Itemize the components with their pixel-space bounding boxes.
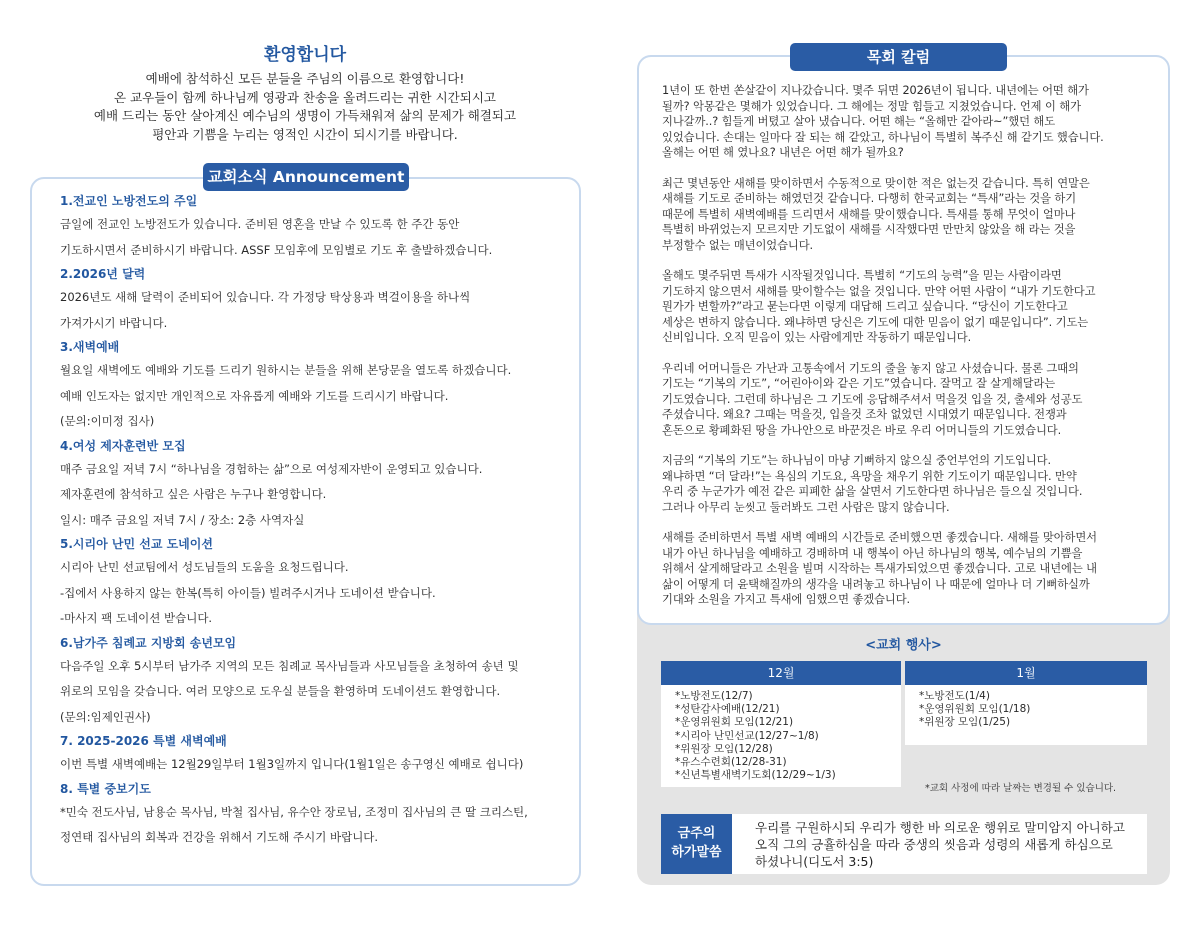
event-item: *성탄감사예배(12/21) <box>675 703 780 716</box>
announcement-title: 2.2026년 달력 <box>60 267 146 281</box>
announcement-title: 7. 2025-2026 특별 새벽예배 <box>60 734 227 748</box>
event-item: *위원장 모임(12/28) <box>675 742 773 755</box>
announcement-line: 2026년도 새해 달력이 준비되어 있습니다. 각 가정당 탁상용과 벽걸이용을 하나씩 <box>60 290 471 304</box>
announcement-line: 이번 특별 새벽예배는 12월29일부터 1월3일까지 입니다(1월1일은 송구영신 예배로 쉽니다) <box>60 757 524 771</box>
events-notice: *교회 사정에 따라 날짜는 변경될 수 있습니다. <box>925 783 1117 794</box>
announcement-line: 정연태 집사님의 회복과 건강을 위해서 기도해 주시기 바랍니다. <box>60 830 379 844</box>
announcement-line: -집에서 사용하지 않는 한복(특히 아이들) 빌려주시거나 도네이션 받습니다. <box>60 585 436 600</box>
announcement-line: 다음주일 오후 5시부터 남가주 지역의 모든 침례교 목사님들과 사모님들을 초청하여 송년 및 <box>60 658 519 673</box>
january-events <box>905 661 1147 745</box>
announcement-header: 교회소식 Announcement <box>203 163 409 191</box>
announcement-line: 기도하시면서 준비하시기 바랍니다. ASSF 모임후에 모임별로 기도 후 출발하겠습니다. <box>60 242 493 257</box>
welcome-line: 예배 드리는 동안 살아계신 예수님의 생명이 가득채워져 삶의 문제가 해결되고 <box>93 108 517 123</box>
event-item: *운영위원회 모임(12/21) <box>675 716 794 729</box>
column-paragraph: 새해를 준비하면서 특별 새벽 예배의 시간들로 준비했으면 좋겠습니다. 새해를 맞아하면서 내가 아닌 하나님을 예배하고 경배하며 내 행복이 아닌 하나님의 행복, 예수님의 기쁨을 위해서 살게해달라고 소원을 빌며 시작하는 특새가되었으면 좋겠습니다. 고로 내년에는 내 삶이 어떻게 더 윤택해질까의 생각을 내려놓고 하나님이 나 때문에 얼마나 더 기뻐하실까 기대와 소원을 가지고 특새에 임했으면 좋겠습니다. <box>662 531 1097 606</box>
welcome-line: 평안과 기쁨을 누리는 영적인 시간이 되시기를 바랍니다. <box>152 126 458 142</box>
event-item: *신년특별새벽기도회(12/29~1/3) <box>675 769 836 782</box>
welcome-line: 예배에 참석하신 모든 분들을 주님의 이름으로 환영합니다! <box>145 71 465 86</box>
column-header: 목회 칼럼 <box>790 43 1007 71</box>
column-text <box>662 83 1154 623</box>
announcement-line: 제자훈련에 참석하고 싶은 사람은 누구나 환영합니다. <box>60 487 327 501</box>
december-events <box>661 661 901 787</box>
column-paragraph: 1년이 또 한번 쏜살같이 지나갔습니다. 몇주 뒤면 2026년이 됩니다. 내년에는 어떤 해가 될까? 악몽같은 몇해가 있었습니다. 그 해에는 정말 힘들고 지쳤었습니다. 언제 이 해가 지나갈까..? 힘들게 버텼고 살아 냈습니다. 어떤 해는 “올해만 같아라~”했던 해도 있었습니다. 손대는 일마다 잘 되는 해 같았고, 하나님이 특별히 복주신 해 같기도 했습니다. 올해는 어떤 해 였나요? 내년은 어떤 해가 될까요? <box>662 84 1104 159</box>
announcement-title: 3.새벽예배 <box>60 340 120 354</box>
december-list <box>661 685 901 782</box>
announcement-title: 1.전교인 노방전도의 주일 <box>60 194 198 208</box>
column-paragraph: 최근 몇년동안 새해를 맞이하면서 수동적으로 맞이한 적은 없는것 같습니다. 특히 연말은 새해를 기도로 준비하는 해였던것 같습니다. 다행히 한국교회는 “특새”라는 것을 하기 때문에 특별히 새벽예배를 드리면서 새해를 맞이했습니다. 특새를 통해 무엇이 얼마나 특별히 바뀌었는지 모르지만 기도없이 새해를 시작했다면 만만치 않았을 해 라는 것을 부정할수 없는 매년이었습니다. <box>662 176 1090 252</box>
announcement-line: 금일에 전교인 노방전도가 있습니다. 준비된 영혼을 만날 수 있도록 한 주간 동안 <box>60 217 460 231</box>
verse-text: 우리를 구원하시되 우리가 행한 바 의로운 행위로 말미암지 아니하고 오직 그의 긍휼하심을 따라 중생의 씻음과 성령의 새롭게 하심으로 하셨나니(디도서 3:5) <box>755 820 1125 869</box>
event-item: *노방전도(1/4) <box>919 690 990 702</box>
announcement-line: 위로의 모임을 갖습니다. 여러 모양으로 도우실 분들을 환영하며 도네이션도 환영합니다. <box>60 684 501 698</box>
january-label: 1월 <box>905 661 1147 685</box>
announcement-line: 월요일 새벽에도 예배와 기도를 드리기 원하시는 분들을 위해 본당문을 열도록 하겠습니다. <box>60 363 512 377</box>
event-item: *노방전도(12/7) <box>675 690 753 702</box>
welcome-title: 환영합니다 <box>263 45 347 65</box>
announcement-title: 5.시리아 난민 선교 도네이션 <box>60 537 213 551</box>
column-paragraph: 올해도 몇주뒤면 특새가 시작될것입니다. 특별히 “기도의 능력”을 믿는 사람이라면 기도하지 않으면서 새해를 맞이할수는 없을 것입니다. 만약 어떤 사람이 “내가 기도한다고 뭔가가 변할까?”라고 묻는다면 이렇게 대답해 드리고 싶습니다. “당신이 기도한다고 세상은 변하지 않습니다. 왜냐하면 당신은 기도에 대한 믿음이 없기 때문입니다”. 기도는 신비입니다. 오직 믿음이 있는 사람에게만 작동하기 때문입니다. <box>662 269 1096 344</box>
events-title: <교회 행사> <box>865 638 942 653</box>
announcement-line: (문의:이미정 집사) <box>60 414 155 428</box>
announcement-line: 예배 인도자는 없지만 개인적으로 자유롭게 예배와 기도를 드리시기 바랍니다. <box>60 388 449 403</box>
announcement-line: -마사지 팩 도네이션 받습니다. <box>60 611 213 625</box>
announcement-line: 시리아 난민 선교팀에서 성도님들의 도움을 요청드립니다. <box>60 560 349 574</box>
verse-label: 금주의 하가말씀 <box>661 814 732 874</box>
column-paragraph: 지금의 “기복의 기도”는 하나님이 마냥 기뻐하지 않으실 중언부언의 기도입니다. 왜냐하면 “더 달라!”는 욕심의 기도요, 욕망을 채우기 위한 기도이기 때문입니다. 만약 우리 중 누군가가 예전 같은 피폐한 삶을 살면서 기도한다면 하나님은 들으실 것입니다. 그러나 아무리 눈씻고 둘러봐도 그런 사람은 많지 않습니다. <box>662 454 1083 514</box>
welcome-line: 온 교우들이 함께 하나님께 영광과 찬송을 올려드리는 귀한 시간되시고 <box>114 89 496 105</box>
welcome-section <box>30 40 580 144</box>
announcement-line: *민숙 전도사님, 남용순 목사님, 박철 집사님, 유수안 장로님, 조정미 집사님의 큰 딸 크리스틴, <box>60 804 528 819</box>
column-paragraph: 우리네 어머니들은 가난과 고통속에서 기도의 줄을 놓지 않고 사셨습니다. 물론 그때의 기도는 “기복의 기도”, “어린아이와 같은 기도”였습니다. 잘먹고 잘 살게해달라는 기도였습니다. 그런데 하나님은 그 기도에 응답해주셔서 먹을것 입을 것, 출세와 성공도 주셨습니다. 왜요? 그때는 먹을것, 입을것 조차 없었던 시대였기 때문입니다. 전쟁과 혼돈으로 황폐화된 땅을 가나안으로 바꾼것은 바로 우리 어머니들의 기도였습니다. <box>662 361 1083 437</box>
december-label: 12월 <box>661 661 901 685</box>
announcement-line: 가져가시기 바랍니다. <box>60 315 168 330</box>
event-item: *유스수련회(12/28-31) <box>675 756 787 769</box>
announcement-line: 일시: 매주 금요일 저녁 7시 / 장소: 2층 사역자실 <box>60 512 305 527</box>
announcement-title: 6.남가주 침례교 지방회 송년모임 <box>60 635 237 650</box>
announcement-list <box>60 190 570 851</box>
event-item: *운영위원회 모임(1/18) <box>919 703 1031 716</box>
announcement-title: 4.여성 제자훈련반 모집 <box>60 438 186 453</box>
january-list <box>905 685 1147 730</box>
announcement-line: (문의:임제인권사) <box>60 709 151 724</box>
announcement-title: 8. 특별 중보기도 <box>60 781 151 796</box>
event-item: *시리아 난민선교(12/27~1/8) <box>675 729 819 742</box>
announcement-line: 매주 금요일 저녁 7시 “하나님을 경험하는 삶”으로 여성제자반이 운영되고 있습니다. <box>60 461 483 476</box>
event-item: *위원장 모임(1/25) <box>919 716 1011 729</box>
